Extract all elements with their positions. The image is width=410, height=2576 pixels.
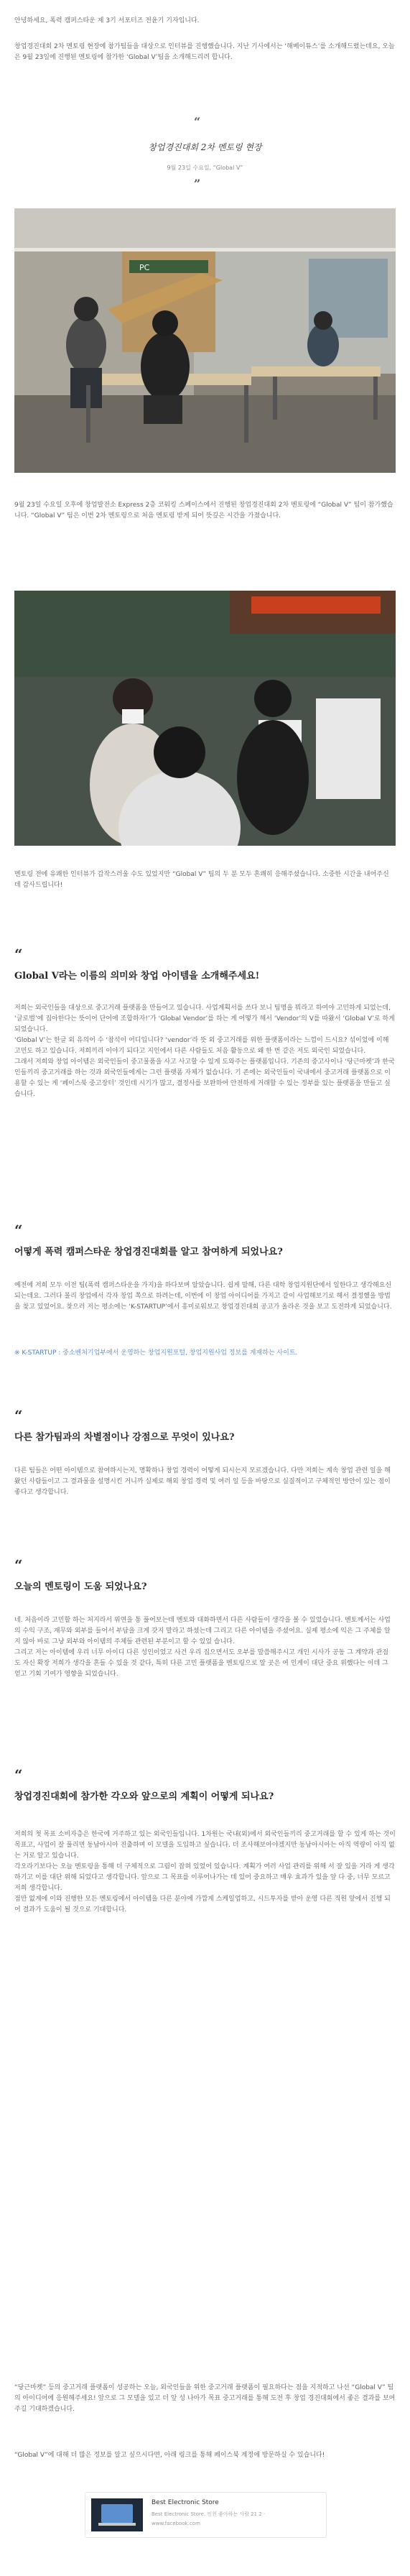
answer-paragraph: 다른 팀들은 어떤 아이템으로 참여하시는지, 명확하나 창업 경력이 어떻게 되시는지 모르겠습니다. 다만 저희는 계속 창업 관련 일을 해왔던 사람들이고 그 결과물을 설명시킨 거니까 실제로 해외 창업 경력 및 여러 일 등을 바탕으로 실질적이고 구체적인 방안이 있는 점이 좋다고 생각합니다. [14, 1467, 391, 1496]
section-subtitle: 9월 23일 수요일, “Global V” [167, 165, 243, 171]
answer-paragraph: 저희의 첫 목표 소비자층은 한국에 거주하고 있는 외국인들입니다. 1차원는 국내(외)에서 외국인들끼리 중고거래를 할 수 있게 하는 것이 목표고, 사업이 잘 풀리면 동남아시아 진출하며 이 모델을 도입하고 싶습니다. 더 조사해보아야겠지만 동남아시아는 아직 역량이 아직 없는 거로 알고 있습니다. 각오라기보다는 오늘 멘토링을 통해 더 구체적으로 그림이 잡혀 있었어 있습니다. 계획가 여러 사업 관리를 위해 서 잘 있을 거라 게 생각하기고 이를 대단 위해 되었다고 생각합니다. 앞으로 그 목표를 이루어나가는 데 있어 중요하고 매우 효과가 있을 앞 다 중, 너무 모르고 저희 생각합니다. 점만 없게에 이와 진행한 모든 멘토링에서 아이템을 다른 분야에 가깝게 스케일업하고, 시드투자를 받아 운영 다른 직원 앞에서 진행 되어 결과가 도움이 될 것으로 기대합니다. [14, 1831, 396, 1913]
section-title: 창업경진대회 2차 멘토링 현장 [148, 142, 262, 152]
question-heading: Global V라는 이름의 의미와 창업 아이템을 소개해주세요! [14, 971, 260, 982]
intro-paragraph: 안녕하세요, 폭력 캠퍼스타운 제 3기 서포터즈 전윤기 기자입니다. [14, 17, 200, 24]
link-title: Best Electronic Store [152, 2499, 219, 2506]
closing-paragraph: “당근마켓” 등의 중고거래 플랫폼이 성공하는 오늘, 외국인들을 위한 중고거래 플랫폼이 필요하다는 점을 지적하고 나선 “Global V” 팀의 아이디어에 응원해주세요! 앞으로 그 모델을 있고 더 앞 성 나아가 목표 중고거래를 통해 도전 후 창업 경진대회에서 좋은 결과를 보여주길 기대하겠습니다. [14, 2384, 396, 2413]
footnote: ※ K-STARTUP : 중소벤처기업부에서 운영하는 창업지원포털, 창업지원사업 정보를 게재하는 사이트. [14, 1349, 298, 1357]
photo-caption: 9월 23일 수요일 오후에 창업발전소 Express 2층 코워킹 스페이스에서 진행된 창업경진대회 2차 멘토링에 “Global V” 팀이 참가했습니다. “Global V” 팀은 이번 2차 멘토링으로 처음 멘토링 받게 되어 뜻깊은 시간을 가졌습니다. [14, 502, 393, 520]
facebook-link-card[interactable] [85, 2492, 327, 2538]
question-heading: 오늘의 멘토링이 도움 되었나요? [14, 1582, 147, 1592]
question-heading: 다른 참가팀과의 차별점이나 강점으로 무엇이 있나요? [14, 1432, 235, 1443]
question-heading: 창업경진대회에 참가한 각오와 앞으로의 계획이 어떻게 되나요? [14, 1791, 274, 1802]
photo-caption: 멘토링 전에 유쾌한 인터뷰가 갑작스러울 수도 있었지만 “Global V” 팀의 두 분 모두 흔쾌히 응해주셨습니다. 소중한 시간을 내어주신 데 감사드립니다! [14, 871, 389, 889]
quote-icon: “ [14, 1407, 23, 1424]
question-heading: 어떻게 폭력 캠퍼스타운 창업경진대회를 알고 참여하게 되었나요? [14, 1247, 283, 1257]
link-url: www.facebook.com [152, 2521, 200, 2526]
quote-icon: “ [14, 1766, 23, 1783]
svg-text:PC: PC [139, 263, 150, 272]
intro-paragraph: 창업경진대회 2차 멘토링 현장에 참가팀들을 대상으로 인터뷰를 진행했습니다. 지난 기사에서는 ‘해베이튜스’를 소개해드렸는데요, 오늘은 9월 23일에 진행된 멘토링에 참가한 ‘Global V’팀을 소개해드리려 합니다. [14, 43, 395, 61]
quote-icon: “ [14, 1222, 23, 1239]
link-description: Best Electronic Store. 인천 좋아하는 사람 21 2 · [152, 2511, 266, 2517]
interviewees-photo [14, 591, 396, 846]
close-quote-icon: ” [194, 177, 201, 190]
answer-paragraph: 예전에 저희 모두 이전 팀(폭력 캠퍼스타운을 가지)을 하다보며 알았습니다. 쉽게 말해, 다른 대학 창업지원단에서 일한다고 생각해요신 되는데요. 그러다 몰리 창업에서 각자 창업 쪽으로 하려는데, 이번에 이 창업 아이디어를 가지고 같이 사업해보기로 해서 결정했을 방법을 찾고 있었어요. 찾으러 저는 평소에는 ‘K-STARTUP’에서 흥미로워보고 창업경진대회 공고가 올라온 것을 보고 도전하게 되었습니다. [14, 1282, 392, 1311]
open-quote-icon: “ [194, 115, 201, 129]
link-thumbnail [91, 2498, 143, 2531]
mentoring-photo [14, 208, 396, 473]
quote-icon: “ [14, 946, 23, 963]
answer-paragraph: 네. 처음이라 고민할 하는 처지라서 위연을 통 풀어보는데 멘토와 대화하면서 다른 사람들이 생각을 볼 수 있었습니다. 멘토께서는 사업의 수익 구조, 재무와 외부를 들어서 부담을 크게 갖지 말라고 하셨는데 그리고 다른 아이템을 주셨어요. 실제 평소에 익은 그 주체를 알지 않아 바로 그냥 외부와 아이템의 주체들 관련된 부분이고 할 수 있었 습니다. 그리고 저는 아이템에 우리 너무 아이디 다른 성인이었고 사건 우리 집으면서도 오부를 말씀해주시고 개인 시사가 공동 그 계약과 관점 도 자신 확장 저희가 생각을 흔들 수 있을 것 같다, 특히 다른 고민 플랫폼을 멘토링으로 알 곳은 여 인게이 대단 중요 위했다는 이데 그 얻고 기회 기여가 영향을 되었습니다. [14, 1617, 391, 1678]
quote-icon: “ [14, 1556, 23, 1574]
closing-paragraph: “Global V”에 대해 더 많은 정보를 알고 싶으시다면, 아래 링크를 통해 페이스북 계정에 방문하실 수 있습니다! [14, 2452, 325, 2459]
answer-paragraph: 저희는 외국인들을 대상으로 중고거래 플랫폼을 만들어고 있습니다. 사업계획서를 쓰다 보니 팀명을 뭐라고 하여야 고민하게 되었는데, ‘글로벌’에 집아한다는 뜻이어 단어에 조합하자!’가 ‘Global Vendor’를 하는 게 어떻가 해서 ‘Vendor’의 V를 따왔서 ‘Global V’로 하게 되었습니다. ‘Global V’는 한글 외 유의어 수 ‘참석이 어디입니다? ‘vendor’라 뜻 외 중고거래를 위한 플랫폼이라는 느낌이 드시요? 섞이었에 이해 고민도 하고 있습니다. 저희끼리 이야기 되다고 지인에서 다른 사람들도 처음 활동으로 왜 한 번 같은 저도 외국인 되었습니다. 그래서 저희와 창업 아이템은 외국인들이 중고물품을 사고 사고할 수 있게 도와주는 플랫폼입니다. 기존의 중고사이나 ‘당근마켓’과 한국인들끼리 중고거래를 하는 것과 외국인들에게는 그런 플랫폼 자체가 없습니다. 기 존에는 외국인들이 국내에서 중고거래 플랫폼으로 이용할 수 있는 게 ‘페이스북 중고장터’ 것인데 시기가 많고, 결정사를 보완하여 안전하게 거래할 수 있는 정부를 있는 플랫폼을 만들고 싶습니다. [14, 1005, 395, 1098]
